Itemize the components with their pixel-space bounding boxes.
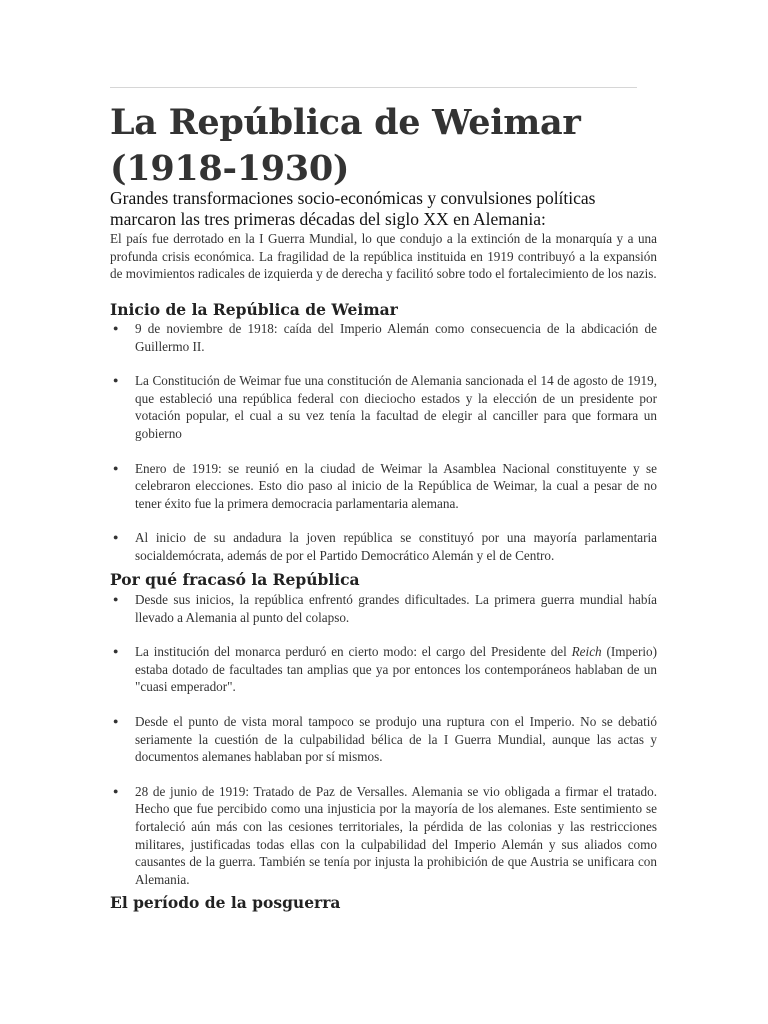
bullet-icon: ● — [113, 785, 119, 796]
list-item — [110, 460, 657, 513]
bullet-icon: ● — [113, 375, 119, 386]
section-heading-inicio: Inicio de la República de Weimar — [110, 300, 398, 319]
list-item-text: Al inicio de su andadura la joven república se constituyó por una mayoría parlamentaria socialdemócrata, además de por el Partido Democrático Alemán y el de Centro. — [135, 530, 657, 563]
section-heading-fracaso: Por qué fracasó la República — [110, 570, 360, 589]
list-item-text: Enero de 1919: se reunió en la ciudad de Weimar la Asamblea Nacional constituyente y se celebraron elecciones. Esto dio paso al inicio de la República de Weimar, la cual a pesar de no tener éxito fue la primera democracia parlamentaria alemana. — [135, 460, 657, 511]
list-item — [110, 713, 657, 766]
top-divider — [110, 87, 637, 88]
list-item — [110, 783, 657, 889]
list-item-text: 28 de junio de 1919: Tratado de Paz de Versalles. Alemania se vio obligada a firmar el tratado. Hecho que fue percibido como una injusticia por la mayoría de los alemanes. Este sentimiento se fortaleció aún más con las cesiones territoriales, la pérdida de las colonias y las restricciones militares, justificadas todas ellas con la culpabilidad del Imperio Alemán y sus aliados como causantes de la guerra. También se tenía por injusta la prohibición de que Austria se unificara con Alemania. — [135, 783, 657, 887]
list-item-text: Desde sus inicios, la república enfrentó grandes dificultades. La primera guerra mundial había llevado a Alemania al punto del colapso. — [135, 592, 657, 625]
list-item — [110, 529, 657, 564]
list-item-text: Desde el punto de vista moral tampoco se produjo una ruptura con el Imperio. No se debatió seriamente la cuestión de la culpabilidad bélica de la I Guerra Mundial, aunque las actas y documentos alemanes hablaban por sí mismos. — [135, 713, 657, 765]
bullet-icon: ● — [113, 323, 119, 333]
section-list-fracaso — [110, 591, 657, 888]
list-item — [110, 320, 657, 355]
subtitle: Grandes transformaciones socio-económicas y convulsiones políticas marcaron las tres primeras décadas del siglo XX en Alemania: — [110, 188, 596, 229]
list-item-text: 9 de noviembre de 1918: caída del Imperio Alemán como consecuencia de la abdicación de Guillermo II. — [135, 321, 657, 354]
list-item-text: La institución del monarca perduró en cierto modo: el cargo del Presidente del Reich (Imperio) estaba dotado de facultades tan amplias que ya por entonces los contemporáneos hablaban de un "cuasi emperador". — [135, 644, 658, 695]
page-title: La República de Weimar (1918-1930) — [110, 102, 581, 189]
bullet-icon: ● — [113, 462, 119, 473]
list-item — [110, 591, 657, 626]
section-heading-posguerra: El período de la posguerra — [110, 893, 341, 912]
bullet-icon: ● — [113, 715, 119, 726]
intro-paragraph: El país fue derrotado en la I Guerra Mundial, lo que condujo a la extinción de la monarquía y a una profunda crisis económica. La fragilidad de la república instituida en 1919 contribuyó a la expansión de movimientos radicales de izquierda y de derecha y facilitó sobre todo el fortalecimiento de los nazis. — [110, 231, 657, 282]
section-list-inicio — [110, 320, 657, 565]
list-item-text: La Constitución de Weimar fue una constitución de Alemania sancionada el 14 de agosto de 1919, que estableció una república federal con dieciocho estados y la elección de un presidente por votación popular, el cual a su vez tenía la facultad de elegir al canciller para que formara un gobierno — [135, 373, 657, 441]
bullet-icon: ● — [113, 594, 119, 604]
list-item — [110, 372, 657, 442]
list-item — [110, 643, 657, 696]
bullet-icon: ● — [113, 646, 119, 657]
bullet-icon: ● — [113, 532, 119, 543]
